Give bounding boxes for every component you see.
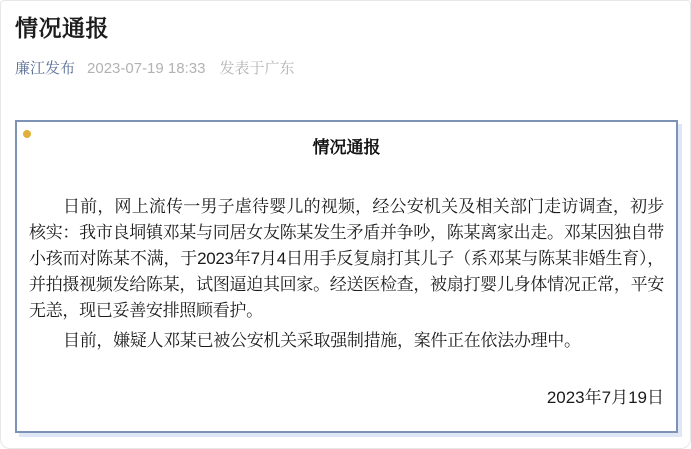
notice-date: 2023年7月19日 [546, 388, 664, 407]
notice-paragraph: 日前，网上流传一男子虐待婴儿的视频，经公安机关及相关部门走访调查，初步核实：我市良垌镇邓某与同居女友陈某发生矛盾并争吵，陈某离家出走。邓某因独自带小孩而对陈某不满，于2023年7月4日用手反复扇打其儿子（系邓某与陈某非婚生育），并拍摄视频发给陈某，试图逼迫其回家。经送医检查，被扇打婴儿身体情况正常，平安无恙，现已妥善安排照顾看护。 [29, 197, 664, 320]
publish-timestamp: 2023-07-19 18:33 [87, 60, 206, 77]
article-meta [15, 59, 674, 79]
notice-box [15, 120, 678, 433]
page-title: 情况通报 [15, 15, 109, 41]
publish-location: 发表于广东 [219, 60, 295, 77]
notice-title: 情况通报 [312, 138, 381, 157]
account-link[interactable]: 廉江发布 [15, 60, 76, 77]
notice-paragraph: 目前，嫌疑人邓某已被公安机关采取强制措施，案件正在依法办理中。 [63, 331, 581, 350]
article-header [1, 1, 690, 79]
corner-dot-icon [23, 130, 31, 138]
notice-body [29, 194, 664, 354]
